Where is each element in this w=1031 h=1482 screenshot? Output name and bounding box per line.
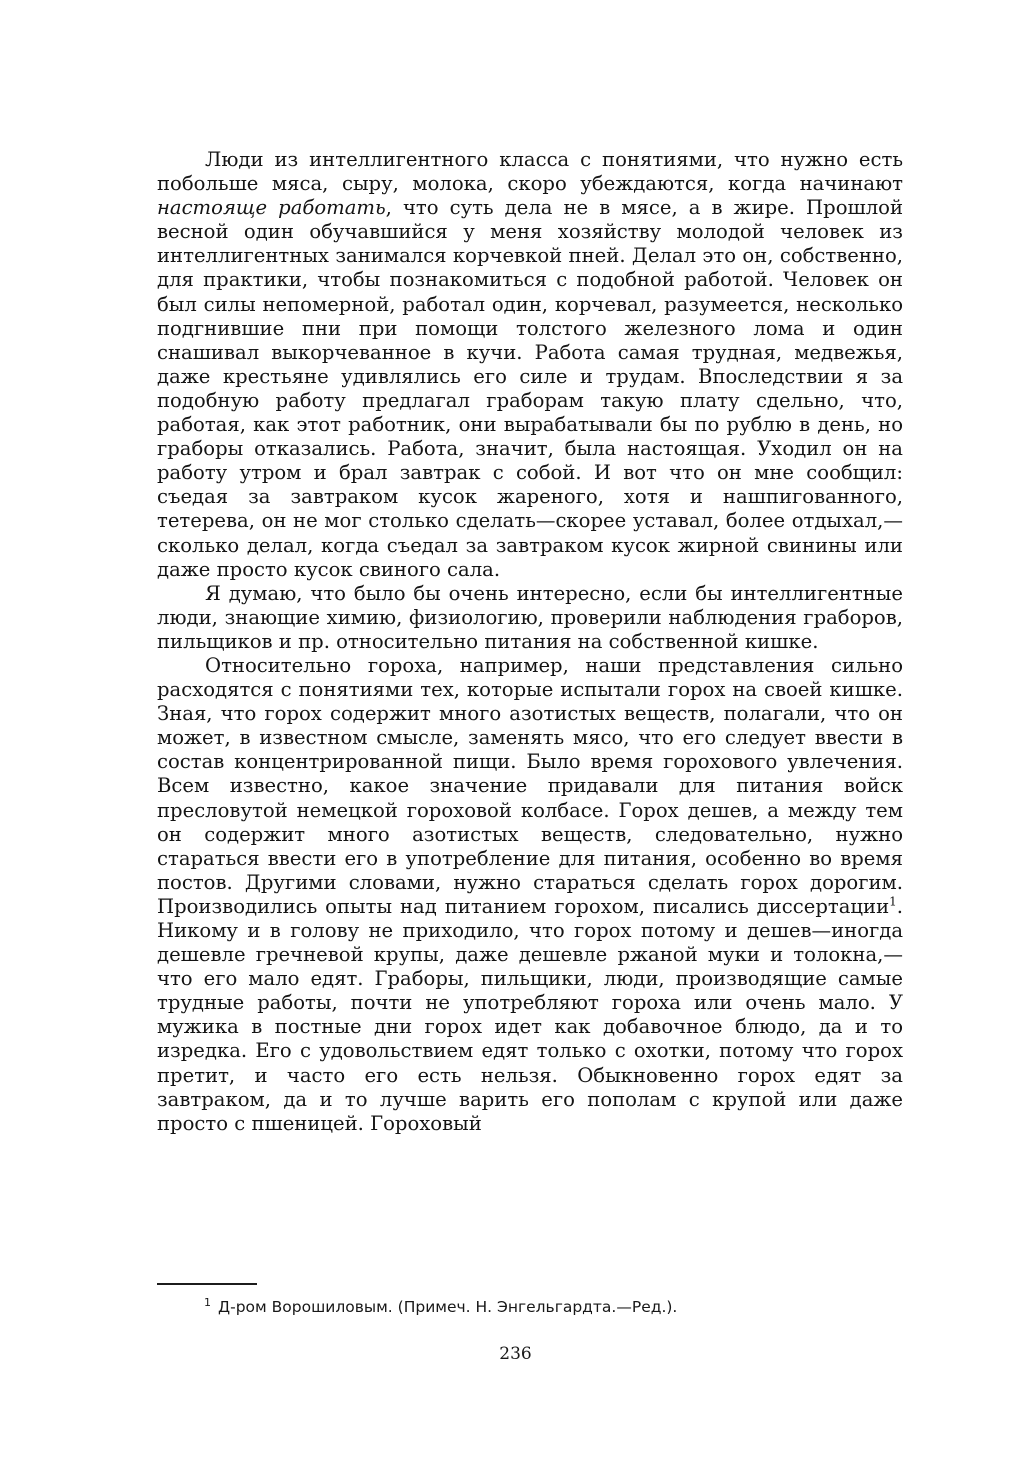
- italic-emphasis: настояще работать: [157, 196, 386, 220]
- footnote-number: 1: [204, 1295, 211, 1309]
- main-text: [157, 148, 903, 1136]
- paragraph-1: [157, 148, 903, 582]
- paragraph-1-text-end: , что суть дела не в мясе, а в жире. Прошлой весной один обучавшийся у меня хозяйству молодой человек из интеллигентных занимался корчевкой пней. Делал это он, собственно, для практики, чтобы познакомиться с подобной работой. Человек он был силы непомерной, работал один, корчевал, разумеется, несколько подгнившие пни при помощи толстого железного лома и один снашивал выкорчеванное в кучи. Работа самая трудная, медвежья, даже крестьяне удивлялись его силе и трудам. Впоследствии я за подобную работу предлагал граборам такую плату сдельно, что, работая, как этот работник, они вырабатывали бы по рублю в день, но граборы отказались. Работа, значит, была настоящая. Уходил он на работу утром и брал завтрак с собой. И вот что он мне сообщил: съедая за завтраком кусок жареного, хотя и нашпигованного, тетерева, он не мог столько сделать—скорее уставал, более отдыхал,—сколько делал, когда съедал за завтраком кусок жирной свинины или даже просто кусок свиного сала.: [157, 196, 904, 581]
- paragraph-3: [157, 654, 903, 1136]
- footnote-divider: [157, 1283, 257, 1285]
- footnote-text: Д-ром Ворошиловым. (Примеч. Н. Энгельгардта.—Ред.).: [218, 1298, 678, 1316]
- footnote: [204, 1296, 904, 1318]
- footnote-reference: 1: [889, 894, 897, 909]
- page-number: 236: [499, 1344, 532, 1364]
- paragraph-2-text: Я думаю, что было бы очень интересно, если бы интеллигентные люди, знающие химию, физиологию, проверили наблюдения граборов, пильщиков и пр. относительно питания на собственной кишке.: [157, 581, 903, 653]
- paragraph-3-text-end: . Никому и в голову не приходило, что горох потому и дешев—иногда дешевле гречневой крупы, даже дешевле ржаной муки и толокна,—что его мало едят. Граборы, пильщики, люди, производящие самые трудные работы, почти не употребляют гороха или очень мало. У мужика в постные дни горох идет как добавочное блюдо, да и то изредка. Его с удовольствием едят только с охотки, потому что горох претит, и часто его есть нельзя. Обыкновенно горох едят за завтраком, да и то лучше варить его пополам с крупой или даже просто с пшеницей. Гороховый: [157, 894, 903, 1135]
- paragraph-2: [157, 582, 903, 654]
- paragraph-3-text-start: Относительно гороха, например, наши представления сильно расходятся с понятиями тех, которые испытали горох на своей кишке. Зная, что горох содержит много азотистых веществ, полагали, что он может, в известном смысле, заменять мясо, что его следует ввести в состав концентрированной пищи. Было время горохового увлечения. Всем известно, какое значение придавали для питания войск пресловутой немецкой гороховой колбасе. Горох дешев, а между тем он содержит много азотистых веществ, следовательно, нужно стараться ввести его в употребление для питания, особенно во время постов. Другими словами, нужно стараться сделать горох дорогим. Производились опыты над питанием горохом, писались диссертации: [157, 653, 903, 918]
- paragraph-1-text-start: Люди из интеллигентного класса с понятиями, что нужно есть побольше мяса, сыру, молока, скоро убеждаются, когда начинают: [157, 148, 903, 196]
